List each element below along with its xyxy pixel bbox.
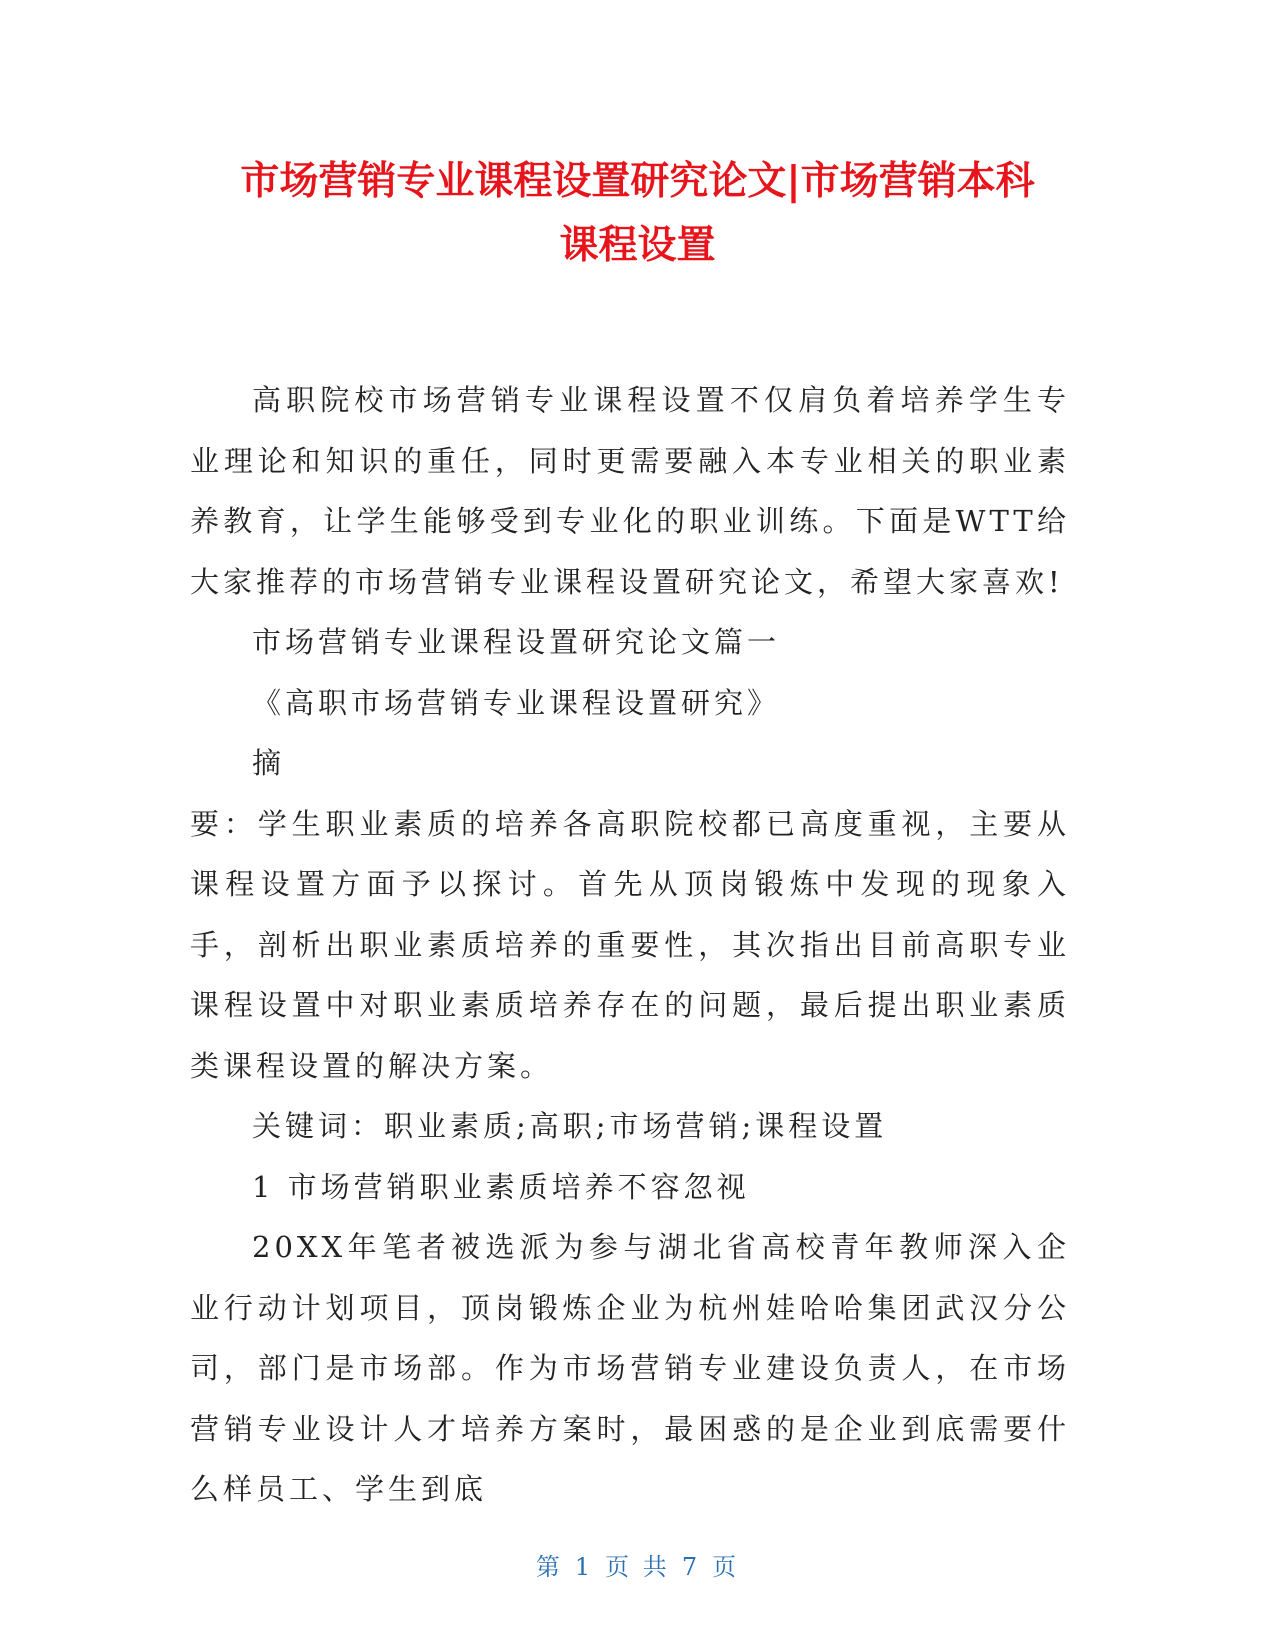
page-number-footer xyxy=(0,1547,1275,1582)
body-paragraph: 20XX年笔者被选派为参与湖北省高校青年教师深入企业行动计划项目，顶岗锻炼企业为杭州娃哈哈集团武汉分公司，部门是市场部。作为市场营销专业建设负责人，在市场营销专业设计人才培养方案时，最困惑的是企业到底需要什么样员工、学生到底 xyxy=(190,1230,1070,1506)
total-pages-number: 7 xyxy=(681,1553,701,1581)
title-line-1: 市场营销专业课程设置研究论文|市场营销本科 xyxy=(240,159,1035,204)
keywords-paragraph: 关键词：职业素质;高职;市场营销;课程设置 xyxy=(252,1109,888,1143)
footer-suffix: 页 xyxy=(712,1553,740,1581)
section-heading: 市场营销专业课程设置研究论文篇一 xyxy=(252,625,781,659)
current-page-number: 1 xyxy=(574,1553,594,1581)
document-title xyxy=(180,150,1095,278)
abstract-label: 摘 xyxy=(252,746,286,780)
title-line-2: 课程设置 xyxy=(559,223,716,268)
intro-paragraph: 高职院校市场营销专业课程设置不仅肩负着培养学生专业理论和知识的重任，同时更需要融入本专业相关的职业素养教育，让学生能够受到专业化的职业训练。下面是WTT给大家推荐的市场营销专业课程设置研究论文，希望大家喜欢! xyxy=(190,383,1070,599)
chapter-heading: 1 市场营销职业素质培养不容忽视 xyxy=(252,1169,750,1204)
abstract-paragraph: 要：学生职业素质的培养各高职院校都已高度重视，主要从课程设置方面予以探讨。首先从顶岗锻炼中发现的现象入手，剖析出职业素质培养的重要性，其次指出目前高职专业课程设置中对职业素质培养存在的问题，最后提出职业素质类课程设置的解决方案。 xyxy=(190,806,1070,1083)
paper-title: 《高职市场营销专业课程设置研究》 xyxy=(252,685,781,720)
footer-prefix: 第 xyxy=(535,1553,563,1581)
document-body xyxy=(190,370,1070,1520)
footer-middle: 页 共 xyxy=(605,1553,670,1581)
